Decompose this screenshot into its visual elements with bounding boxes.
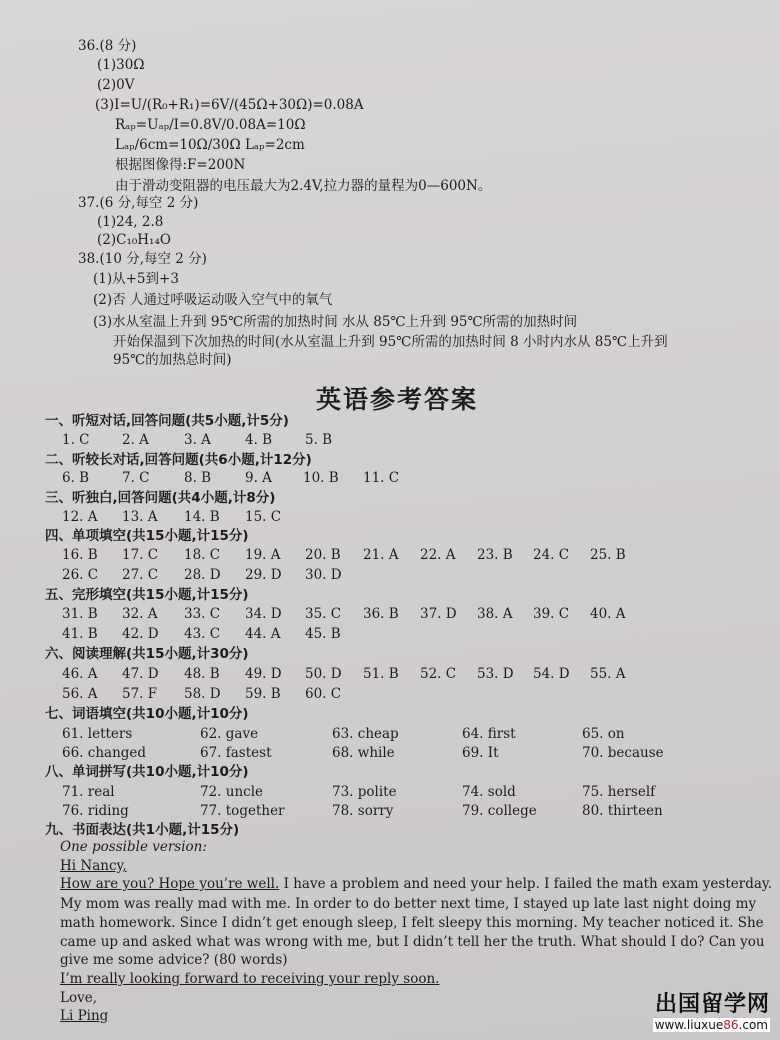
watermark-url-c: .com bbox=[738, 1018, 768, 1032]
answer-item: 29. D bbox=[245, 567, 282, 583]
answer-item: 43. C bbox=[184, 626, 221, 642]
answer-item: 42. D bbox=[122, 626, 159, 642]
answer-item: 28. D bbox=[184, 567, 221, 583]
answer-item: 26. C bbox=[62, 567, 99, 583]
page-title: 英语参考答案 bbox=[316, 385, 479, 414]
essay-signature: Li Ping bbox=[60, 1008, 109, 1024]
section-heading: 二、听较长对话,回答问题(共6小题,计12分) bbox=[45, 452, 312, 468]
answer-item: 66. changed bbox=[62, 745, 147, 761]
answer-item: 20. B bbox=[305, 547, 341, 563]
answer-item: 6. B bbox=[62, 470, 90, 486]
answer-item: 50. D bbox=[305, 666, 342, 682]
answer-item: 23. B bbox=[477, 547, 513, 563]
watermark-url-b: 86 bbox=[723, 1018, 739, 1032]
section-heading: 三、听独白,回答问题(共4小题,计8分) bbox=[45, 490, 276, 506]
answer-item: 38. A bbox=[477, 606, 513, 622]
essay-line-4: came up and asked what was wrong with me, but I didn’t tell her the truth. What should I do? Can you bbox=[60, 934, 765, 950]
physics-line: Rₐₚ=Uₐₚ/I=0.8V/0.08A=10Ω bbox=[115, 117, 306, 133]
answer-item: 9. A bbox=[245, 470, 272, 486]
answer-item: 10. B bbox=[303, 470, 339, 486]
answer-item: 14. B bbox=[184, 509, 220, 525]
answer-item: 80. thirteen bbox=[582, 803, 663, 819]
answer-item: 34. D bbox=[245, 606, 282, 622]
essay-line-6: I’m really looking forward to receiving your reply soon. bbox=[60, 971, 440, 987]
answer-item: 41. B bbox=[62, 626, 98, 642]
answer-item: 73. polite bbox=[332, 784, 397, 800]
answer-item: 55. A bbox=[590, 666, 626, 682]
answer-item: 69. It bbox=[462, 745, 499, 761]
answer-item: 52. C bbox=[420, 666, 457, 682]
answer-item: 31. B bbox=[62, 606, 98, 622]
answer-item: 71. real bbox=[62, 784, 115, 800]
answer-item: 39. C bbox=[533, 606, 570, 622]
answer-item: 33. C bbox=[184, 606, 221, 622]
physics-line: (1)24, 2.8 bbox=[97, 214, 164, 230]
essay-closing: Love, bbox=[60, 990, 97, 1006]
answer-item: 57. F bbox=[122, 686, 158, 702]
physics-line: 38.(10 分,每空 2 分) bbox=[78, 251, 207, 267]
answer-item: 62. gave bbox=[200, 726, 259, 742]
essay-line-1 bbox=[60, 876, 772, 892]
answer-item: 46. A bbox=[62, 666, 98, 682]
physics-line: (3)水从室温上升到 95℃所需的加热时间 水从 85℃上升到 95℃所需的加热时间 bbox=[93, 314, 578, 330]
section-heading: 四、单项填空(共15小题,计15分) bbox=[45, 528, 249, 544]
answer-item: 37. D bbox=[420, 606, 457, 622]
physics-line: 根据图像得:F=200N bbox=[115, 157, 246, 173]
answer-item: 24. C bbox=[533, 547, 570, 563]
answer-item: 48. B bbox=[184, 666, 220, 682]
answer-item: 76. riding bbox=[62, 803, 129, 819]
physics-line: (1)30Ω bbox=[97, 57, 145, 73]
section-heading: 九、书面表达(共1小题,计15分) bbox=[45, 822, 240, 838]
answer-item: 44. A bbox=[245, 626, 281, 642]
answer-item: 47. D bbox=[122, 666, 159, 682]
physics-line: (3)I=U/(R₀+R₁)=6V/(45Ω+30Ω)=0.08A bbox=[95, 97, 364, 113]
answer-item: 36. B bbox=[363, 606, 399, 622]
essay-line-5: give me some advice? (80 words) bbox=[60, 952, 288, 968]
watermark-url-a: www.liuxue bbox=[654, 1018, 724, 1032]
answer-item: 1. C bbox=[62, 432, 90, 448]
answer-item: 74. sold bbox=[462, 784, 516, 800]
answer-item: 59. B bbox=[245, 686, 281, 702]
answer-item: 78. sorry bbox=[332, 803, 394, 819]
essay-line-2: My mom was really mad with me. In order to do better next time, I stayed up late last night doing my bbox=[60, 896, 757, 912]
answer-item: 79. college bbox=[462, 803, 537, 819]
answer-item: 7. C bbox=[122, 470, 150, 486]
answer-item: 61. letters bbox=[62, 726, 133, 742]
physics-line: (2)否 人通过呼吸运动吸入空气中的氧气 bbox=[93, 292, 333, 308]
answer-item: 2. A bbox=[122, 432, 149, 448]
answer-item: 16. B bbox=[62, 547, 98, 563]
answer-item: 45. B bbox=[305, 626, 341, 642]
answer-item: 11. C bbox=[363, 470, 400, 486]
section-heading: 七、词语填空(共10小题,计10分) bbox=[45, 706, 249, 722]
answer-item: 64. first bbox=[462, 726, 516, 742]
answer-item: 4. B bbox=[245, 432, 273, 448]
essay-version-label: One possible version: bbox=[60, 839, 207, 855]
answer-item: 30. D bbox=[305, 567, 342, 583]
answer-item: 27. C bbox=[122, 567, 159, 583]
answer-item: 18. C bbox=[184, 547, 221, 563]
physics-line: (1)从+5到+3 bbox=[93, 271, 179, 287]
answer-item: 77. together bbox=[200, 803, 285, 819]
answer-item: 5. B bbox=[305, 432, 333, 448]
essay-line-3: math homework. Since I didn’t get enough sleep, I felt sleepy this morning. My teacher noticed it. She bbox=[60, 915, 764, 931]
answer-item: 40. A bbox=[590, 606, 626, 622]
section-heading: 六、阅读理解(共15小题,计30分) bbox=[45, 646, 249, 662]
answer-item: 17. C bbox=[122, 547, 159, 563]
answer-item: 12. A bbox=[62, 509, 98, 525]
answer-item: 25. B bbox=[590, 547, 626, 563]
answer-item: 22. A bbox=[420, 547, 456, 563]
answer-item: 65. on bbox=[582, 726, 625, 742]
answer-item: 51. B bbox=[363, 666, 399, 682]
essay-line-1-rest: I have a problem and need your help. I failed the math exam yesterday. bbox=[279, 876, 773, 892]
watermark-name: 出国留学网 bbox=[654, 992, 770, 1017]
answer-item: 3. A bbox=[184, 432, 211, 448]
answer-item: 15. C bbox=[245, 509, 282, 525]
physics-line: 由于滑动变阻器的电压最大为2.4V,拉力器的量程为0—600N。 bbox=[115, 178, 492, 194]
physics-line: 95℃的加热总时间) bbox=[113, 352, 232, 368]
answer-item: 13. A bbox=[122, 509, 158, 525]
answer-item: 58. D bbox=[184, 686, 221, 702]
physics-line: 37.(6 分,每空 2 分) bbox=[78, 195, 199, 211]
answer-item: 75. herself bbox=[582, 784, 656, 800]
section-heading: 八、单词拼写(共10小题,计10分) bbox=[45, 764, 249, 780]
answer-item: 54. D bbox=[533, 666, 570, 682]
essay-greeting: Hi Nancy, bbox=[60, 858, 127, 874]
answer-item: 8. B bbox=[184, 470, 212, 486]
answer-item: 70. because bbox=[582, 745, 664, 761]
answer-item: 49. D bbox=[245, 666, 282, 682]
answer-item: 35. C bbox=[305, 606, 342, 622]
physics-line: (2)C₁₀H₁₄O bbox=[97, 232, 171, 248]
answer-item: 32. A bbox=[122, 606, 158, 622]
answer-item: 68. while bbox=[332, 745, 395, 761]
answer-item: 53. D bbox=[477, 666, 514, 682]
answer-item: 63. cheap bbox=[332, 726, 399, 742]
section-heading: 五、完形填空(共15小题,计15分) bbox=[45, 587, 249, 603]
answer-item: 21. A bbox=[363, 547, 399, 563]
answer-item: 19. A bbox=[245, 547, 281, 563]
section-heading: 一、听短对话,回答问题(共5小题,计5分) bbox=[45, 413, 289, 429]
answer-item: 72. uncle bbox=[200, 784, 264, 800]
answer-item: 67. fastest bbox=[200, 745, 272, 761]
essay-line-1-underlined: How are you? Hope you’re well. bbox=[60, 876, 280, 892]
answer-item: 60. C bbox=[305, 686, 342, 702]
watermark bbox=[653, 987, 770, 1032]
physics-line: 36.(8 分) bbox=[78, 38, 137, 54]
physics-line: Lₐₚ/6cm=10Ω/30Ω Lₐₚ=2cm bbox=[115, 137, 305, 153]
physics-line: (2)0V bbox=[97, 77, 135, 93]
watermark-url bbox=[653, 1018, 770, 1032]
physics-line: 开始保温到下次加热的时间(水从室温上升到 95℃所需的加热时间 8 小时内水从 85℃上升到 bbox=[113, 334, 668, 350]
answer-item: 56. A bbox=[62, 686, 98, 702]
